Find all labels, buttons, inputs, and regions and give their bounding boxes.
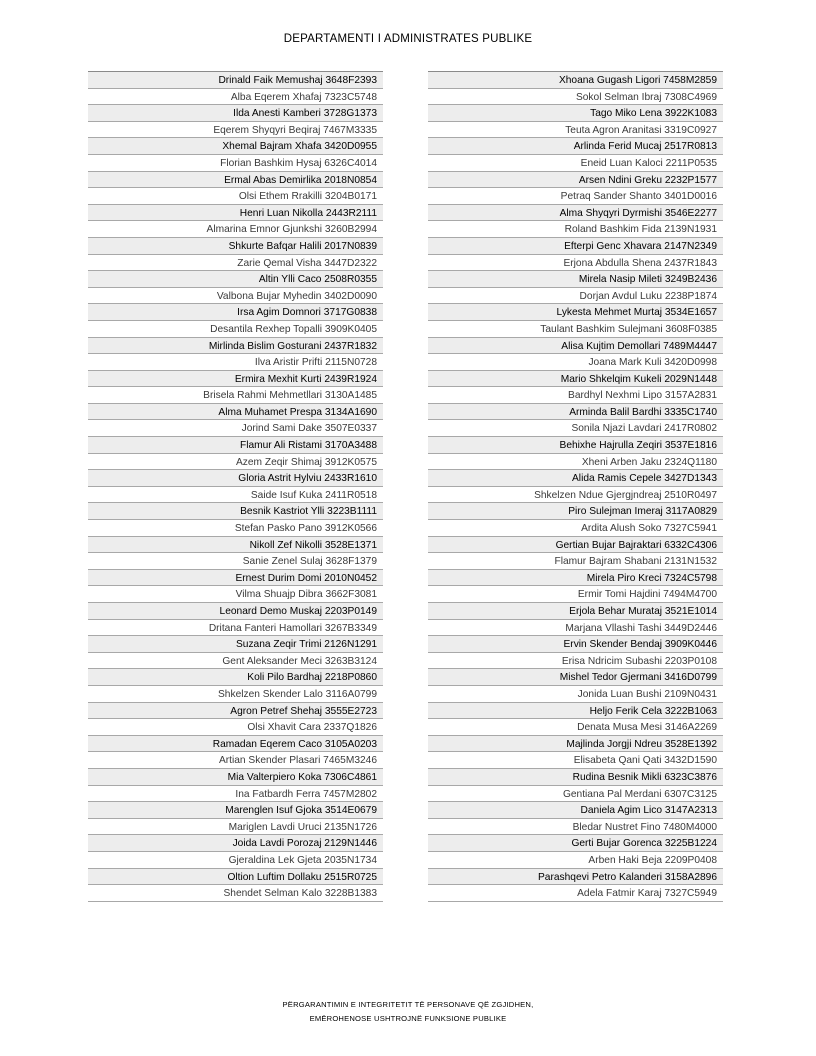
list-item: Joida Lavdi Porozaj 2129N1446 bbox=[88, 835, 383, 852]
list-item: Behixhe Hajrulla Zeqiri 3537E1816 bbox=[428, 437, 723, 454]
list-item: Jonida Luan Bushi 2109N0431 bbox=[428, 686, 723, 703]
list-item: Marenglen Isuf Gjoka 3514E0679 bbox=[88, 802, 383, 819]
list-item: Olsi Xhavit Cara 2337Q1826 bbox=[88, 719, 383, 736]
left-column bbox=[88, 71, 383, 902]
list-item: Arsen Ndini Greku 2232P1577 bbox=[428, 172, 723, 189]
list-item: Mirela Nasip Mileti 3249B2436 bbox=[428, 271, 723, 288]
list-item: Arlinda Ferid Mucaj 2517R0813 bbox=[428, 138, 723, 155]
list-item: Adela Fatmir Karaj 7327C5949 bbox=[428, 885, 723, 902]
list-item: Gloria Astrit Hylviu 2433R1610 bbox=[88, 470, 383, 487]
list-item: Besnik Kastriot Ylli 3223B1111 bbox=[88, 503, 383, 520]
list-item: Ina Fatbardh Ferra 7457M2802 bbox=[88, 786, 383, 803]
list-item: Ilva Aristir Prifti 2115N0728 bbox=[88, 354, 383, 371]
list-item: Elisabeta Qani Qati 3432D1590 bbox=[428, 752, 723, 769]
list-item: Taulant Bashkim Sulejmani 3608F0385 bbox=[428, 321, 723, 338]
page-title: DEPARTAMENTI I ADMINISTRATES PUBLIKE bbox=[283, 33, 533, 45]
list-item: Almarina Emnor Gjunkshi 3260B2994 bbox=[88, 221, 383, 238]
list-item: Xhemal Bajram Xhafa 3420D0955 bbox=[88, 138, 383, 155]
list-item: Eqerem Shyqyri Beqiraj 7467M3335 bbox=[88, 122, 383, 139]
list-item: Dorjan Avdul Luku 2238P1874 bbox=[428, 288, 723, 305]
list-item: Sanie Zenel Sulaj 3628F1379 bbox=[88, 553, 383, 570]
list-item: Alisa Kujtim Demollari 7489M4447 bbox=[428, 338, 723, 355]
list-item: Tago Miko Lena 3922K1083 bbox=[428, 105, 723, 122]
list-item: Flamur Bajram Shabani 2131N1532 bbox=[428, 553, 723, 570]
list-item: Arben Haki Beja 2209P0408 bbox=[428, 852, 723, 869]
list-item: Dritana Fanteri Hamollari 3267B3349 bbox=[88, 620, 383, 637]
list-item: Suzana Zeqir Trimi 2126N1291 bbox=[88, 636, 383, 653]
list-item: Mia Valterpiero Koka 7306C4861 bbox=[88, 769, 383, 786]
list-item: Shkelzen Ndue Gjergjndreaj 2510R0497 bbox=[428, 487, 723, 504]
list-item: Irsa Agim Domnori 3717G0838 bbox=[88, 304, 383, 321]
list-item: Teuta Agron Aranitasi 3319C0927 bbox=[428, 122, 723, 139]
list-item: Erjona Abdulla Shena 2437R1843 bbox=[428, 255, 723, 272]
list-item: Mario Shkelqim Kukeli 2029N1448 bbox=[428, 371, 723, 388]
list-item: Agron Petref Shehaj 3555E2723 bbox=[88, 703, 383, 720]
list-item: Majlinda Jorgji Ndreu 3528E1392 bbox=[428, 736, 723, 753]
list-item: Oltion Luftim Dollaku 2515R0725 bbox=[88, 869, 383, 886]
list-item: Alma Shyqyri Dyrmishi 3546E2277 bbox=[428, 205, 723, 222]
list-item: Shendet Selman Kalo 3228B1383 bbox=[88, 885, 383, 902]
list-item: Gjeraldina Lek Gjeta 2035N1734 bbox=[88, 852, 383, 869]
list-item: Stefan Pasko Pano 3912K0566 bbox=[88, 520, 383, 537]
list-item: Zarie Qemal Visha 3447D2322 bbox=[88, 255, 383, 272]
list-item: Leonard Demo Muskaj 2203P0149 bbox=[88, 603, 383, 620]
footer-line-2: EMËROHENOSE USHTROJNË FUNKSIONE PUBLIKE bbox=[309, 1014, 507, 1023]
list-item: Azem Zeqir Shimaj 3912K0575 bbox=[88, 454, 383, 471]
list-item: Ermira Mexhit Kurti 2439R1924 bbox=[88, 371, 383, 388]
list-item: Xheni Arben Jaku 2324Q1180 bbox=[428, 454, 723, 471]
list-item: Mishel Tedor Gjermani 3416D0799 bbox=[428, 669, 723, 686]
list-item: Gerti Bujar Gorenca 3225B1224 bbox=[428, 835, 723, 852]
list-item: Parashqevi Petro Kalanderi 3158A2896 bbox=[428, 869, 723, 886]
list-item: Gent Aleksander Meci 3263B3124 bbox=[88, 653, 383, 670]
page-footer bbox=[0, 998, 816, 1026]
list-item: Heljo Ferik Cela 3222B1063 bbox=[428, 703, 723, 720]
list-item: Marjana Vllashi Tashi 3449D2446 bbox=[428, 620, 723, 637]
list-item: Petraq Sander Shanto 3401D0016 bbox=[428, 188, 723, 205]
list-item: Gertian Bujar Bajraktari 6332C4306 bbox=[428, 537, 723, 554]
list-item: Ernest Durim Domi 2010N0452 bbox=[88, 570, 383, 587]
list-item: Alma Muhamet Prespa 3134A1690 bbox=[88, 404, 383, 421]
list-item: Sokol Selman Ibraj 7308C4969 bbox=[428, 89, 723, 106]
list-item: Rudina Besnik Mikli 6323C3876 bbox=[428, 769, 723, 786]
list-item: Florian Bashkim Hysaj 6326C4014 bbox=[88, 155, 383, 172]
list-item: Arminda Balil Bardhi 3335C1740 bbox=[428, 404, 723, 421]
list-item: Mariglen Lavdi Uruci 2135N1726 bbox=[88, 819, 383, 836]
list-item: Sonila Njazi Lavdari 2417R0802 bbox=[428, 420, 723, 437]
list-item: Joana Mark Kuli 3420D0998 bbox=[428, 354, 723, 371]
list-item: Ermir Tomi Hajdini 7494M4700 bbox=[428, 586, 723, 603]
list-item: Artian Skender Plasari 7465M3246 bbox=[88, 752, 383, 769]
list-item: Ardita Alush Soko 7327C5941 bbox=[428, 520, 723, 537]
list-item: Olsi Ethem Rrakilli 3204B0171 bbox=[88, 188, 383, 205]
list-item: Efterpi Genc Xhavara 2147N2349 bbox=[428, 238, 723, 255]
list-item: Eneid Luan Kaloci 2211P0535 bbox=[428, 155, 723, 172]
list-item: Daniela Agim Lico 3147A2313 bbox=[428, 802, 723, 819]
list-item: Vilma Shuajp Dibra 3662F3081 bbox=[88, 586, 383, 603]
list-item: Denata Musa Mesi 3146A2269 bbox=[428, 719, 723, 736]
list-item: Xhoana Gugash Ligori 7458M2859 bbox=[428, 72, 723, 89]
footer-line-1: PËRGARANTIMIN E INTEGRITETIT TË PERSONAVE QË ZGJIDHEN, bbox=[282, 1000, 534, 1009]
list-item: Bardhyl Nexhmi Lipo 3157A2831 bbox=[428, 387, 723, 404]
list-item: Jorind Sami Dake 3507E0337 bbox=[88, 420, 383, 437]
right-column bbox=[428, 71, 723, 902]
list-item: Lykesta Mehmet Murtaj 3534E1657 bbox=[428, 304, 723, 321]
list-item: Valbona Bujar Myhedin 3402D0090 bbox=[88, 288, 383, 305]
list-item: Ermal Abas Demirlika 2018N0854 bbox=[88, 172, 383, 189]
list-item: Piro Sulejman Imeraj 3117A0829 bbox=[428, 503, 723, 520]
list-item: Nikoll Zef Nikolli 3528E1371 bbox=[88, 537, 383, 554]
list-item: Ervin Skender Bendaj 3909K0446 bbox=[428, 636, 723, 653]
list-item: Erjola Behar Murataj 3521E1014 bbox=[428, 603, 723, 620]
list-item: Erisa Ndricim Subashi 2203P0108 bbox=[428, 653, 723, 670]
list-item: Koli Pilo Bardhaj 2218P0860 bbox=[88, 669, 383, 686]
list-item: Shkurte Bafqar Halili 2017N0839 bbox=[88, 238, 383, 255]
list-item: Ilda Anesti Kamberi 3728G1373 bbox=[88, 105, 383, 122]
list-item: Brisela Rahmi Mehmetllari 3130A1485 bbox=[88, 387, 383, 404]
list-item: Alida Ramis Cepele 3427D1343 bbox=[428, 470, 723, 487]
list-item: Drinald Faik Memushaj 3648F2393 bbox=[88, 72, 383, 89]
list-item: Mirlinda Bislim Gosturani 2437R1832 bbox=[88, 338, 383, 355]
list-item: Altin Ylli Caco 2508R0355 bbox=[88, 271, 383, 288]
list-item: Roland Bashkim Fida 2139N1931 bbox=[428, 221, 723, 238]
list-item: Bledar Nustret Fino 7480M4000 bbox=[428, 819, 723, 836]
list-item: Shkelzen Skender Lalo 3116A0799 bbox=[88, 686, 383, 703]
list-item: Mirela Piro Kreci 7324C5798 bbox=[428, 570, 723, 587]
list-item: Desantila Rexhep Topalli 3909K0405 bbox=[88, 321, 383, 338]
list-item: Alba Eqerem Xhafaj 7323C5748 bbox=[88, 89, 383, 106]
list-item: Gentiana Pal Merdani 6307C3125 bbox=[428, 786, 723, 803]
list-item: Ramadan Eqerem Caco 3105A0203 bbox=[88, 736, 383, 753]
list-item: Flamur Ali Ristami 3170A3488 bbox=[88, 437, 383, 454]
list-item: Saide Isuf Kuka 2411R0518 bbox=[88, 487, 383, 504]
list-item: Henri Luan Nikolla 2443R2111 bbox=[88, 205, 383, 222]
